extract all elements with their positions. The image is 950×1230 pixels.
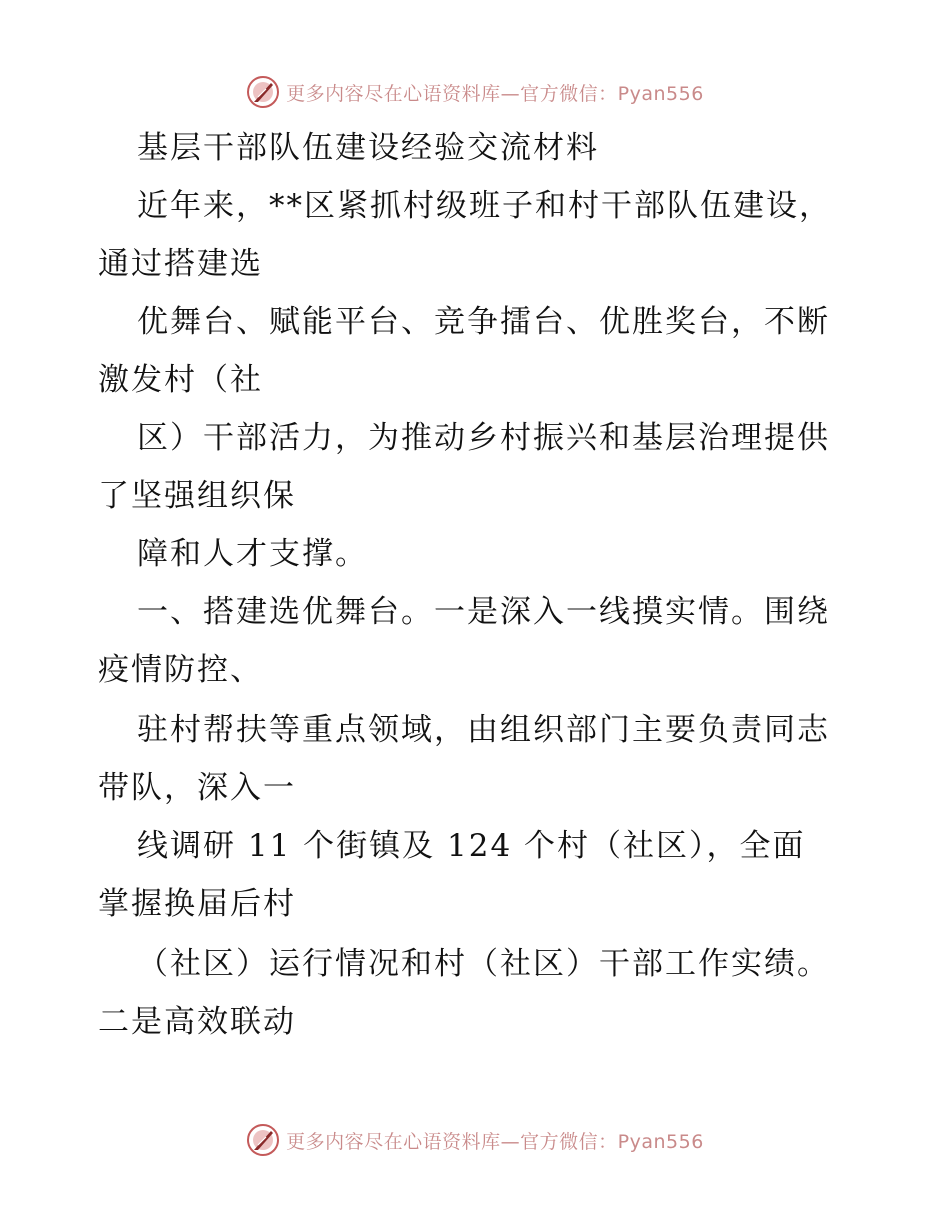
paragraph-line: 疫情防控、 — [98, 652, 263, 688]
paragraph-line: 优舞台、赋能平台、竞争擂台、优胜奖台，不断 — [137, 304, 830, 340]
paragraph-line: （社区）运行情况和村（社区）干部工作实绩。 — [137, 946, 830, 982]
footer-watermark — [0, 1120, 950, 1160]
paragraph-line: 障和人才支撑。 — [137, 536, 368, 572]
paragraph-line: 了坚强组织保 — [98, 478, 296, 514]
header-watermark — [0, 72, 950, 112]
watermark-text: 更多内容尽在心语资料库—官方微信：Pyan556 — [286, 1130, 704, 1153]
paragraph-line: 二是高效联动 — [98, 1004, 296, 1040]
paragraph-line: 掌握换届后村 — [98, 886, 296, 922]
paragraph-line: 区）干部活力，为推动乡村振兴和基层治理提供 — [137, 420, 830, 456]
paragraph-line: 激发村（社 — [98, 362, 263, 398]
document-title: 基层干部队伍建设经验交流材料 — [137, 130, 599, 166]
paragraph-line: 线调研 11 个街镇及 124 个村（社区），全面 — [137, 828, 806, 864]
paragraph-line: 通过搭建选 — [98, 246, 263, 282]
paragraph-line: 带队，深入一 — [98, 770, 296, 806]
paragraph-line: 近年来，**区紧抓村级班子和村干部队伍建设， — [137, 188, 832, 224]
section-heading-line: 一、搭建选优舞台。一是深入一线摸实情。围绕 — [137, 594, 830, 630]
paragraph-line: 驻村帮扶等重点领域，由组织部门主要负责同志 — [137, 712, 830, 748]
watermark-text: 更多内容尽在心语资料库—官方微信：Pyan556 — [286, 82, 704, 105]
feather-seal-icon — [246, 75, 280, 109]
feather-seal-icon — [246, 1123, 280, 1157]
